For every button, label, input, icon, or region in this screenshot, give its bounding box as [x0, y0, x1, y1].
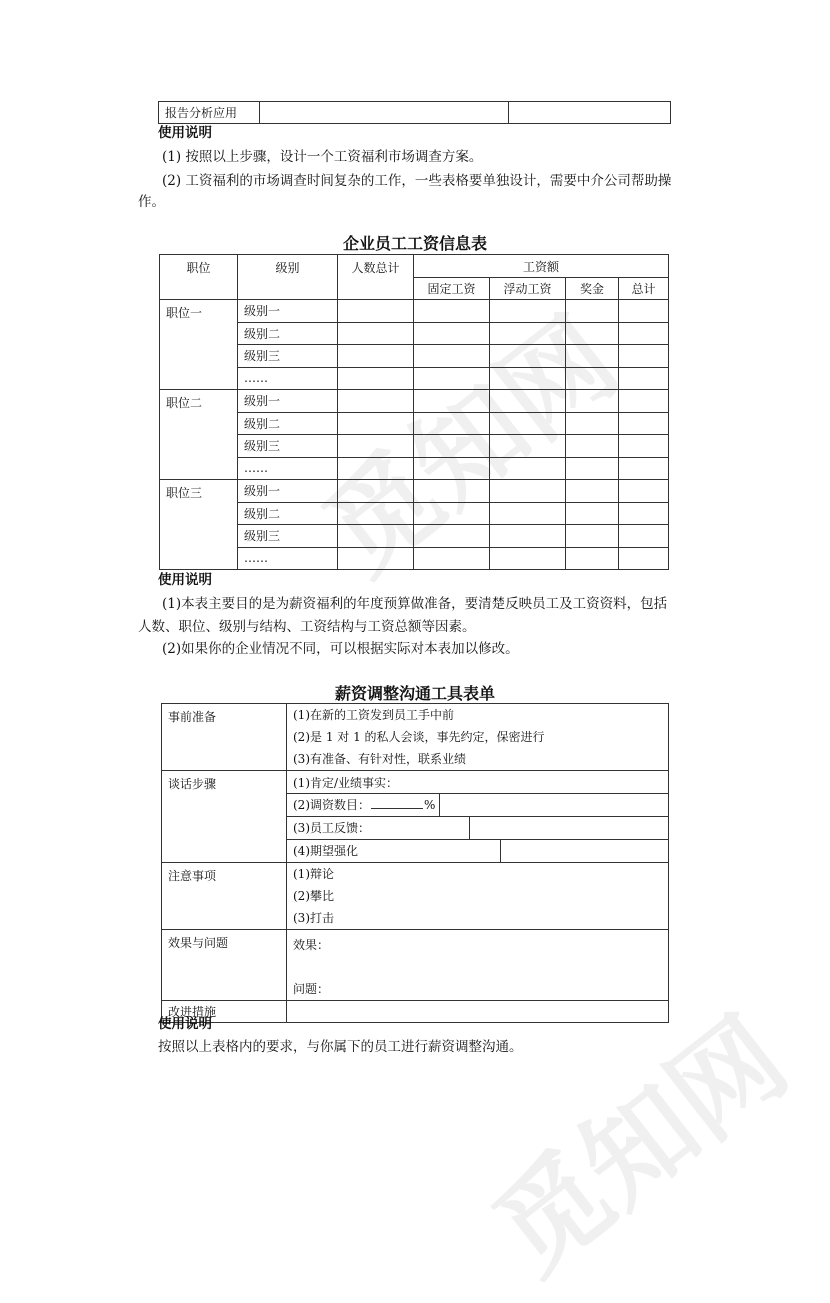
empty-cell — [414, 435, 490, 458]
empty-cell — [338, 345, 414, 368]
empty-cell — [338, 480, 414, 503]
empty-cell — [490, 300, 566, 323]
table-row — [160, 300, 669, 323]
empty-cell — [619, 525, 669, 548]
empty-cell — [566, 367, 619, 390]
empty-cell — [414, 457, 490, 480]
empty-cell — [490, 502, 566, 525]
step-item: (1)肯定/业绩事实： — [287, 771, 669, 794]
empty-cell — [566, 345, 619, 368]
empty-cell — [490, 457, 566, 480]
level-cell: …… — [238, 457, 338, 480]
percent-sign: % — [424, 798, 436, 812]
empty-cell — [619, 390, 669, 413]
empty-cell — [414, 390, 490, 413]
notes-label: 注意事项 — [162, 863, 287, 930]
empty-cell — [414, 367, 490, 390]
empty-cell — [490, 345, 566, 368]
level-cell: 级别二 — [238, 322, 338, 345]
step-item: (2)调资数目： — [293, 798, 370, 812]
empty-cell — [566, 502, 619, 525]
note-item: (3)打击 — [293, 911, 334, 925]
empty-cell — [566, 390, 619, 413]
level-cell: 级别三 — [238, 345, 338, 368]
empty-cell — [490, 367, 566, 390]
empty-cell — [338, 547, 414, 570]
comm-table-title: 薪资调整沟通工具表单 — [334, 684, 495, 703]
improve-label: 改进措施 — [162, 1001, 287, 1023]
usage-item: 人数、职位、级别与结构、工资结构与工资总额等因素。 — [138, 619, 476, 635]
empty-cell — [414, 547, 490, 570]
empty-cell — [338, 525, 414, 548]
usage-item: (1) 按照以上步骤，设计一个工资福利市场调查方案。 — [162, 149, 483, 165]
empty-cell — [338, 457, 414, 480]
empty-cell — [566, 457, 619, 480]
empty-cell — [490, 435, 566, 458]
level-cell: 级别一 — [238, 480, 338, 503]
subheader-float: 浮动工资 — [490, 278, 566, 300]
empty-cell — [490, 525, 566, 548]
empty-cell — [566, 412, 619, 435]
step-item: (3)员工反馈： — [287, 817, 470, 839]
usage-item: (1)本表主要目的是为薪资福利的年度预算做准备，要清楚反映员工及工资资料，包括 — [162, 596, 668, 612]
header-headcount: 人数总计 — [338, 255, 414, 300]
subheader-fixed: 固定工资 — [414, 278, 490, 300]
empty-cell — [338, 502, 414, 525]
effect-label: 效果与问题 — [162, 930, 287, 1001]
step-item: (4)期望强化 — [287, 840, 501, 862]
salary-table-title: 企业员工工资信息表 — [342, 234, 487, 253]
usage-heading: 使用说明 — [158, 125, 212, 141]
position-cell: 职位三 — [160, 480, 238, 570]
level-cell: 级别三 — [238, 525, 338, 548]
level-cell: …… — [238, 547, 338, 570]
usage-heading: 使用说明 — [158, 1016, 212, 1032]
header-level: 级别 — [238, 255, 338, 300]
empty-cell — [414, 345, 490, 368]
header-salary: 工资额 — [414, 255, 669, 278]
level-cell: …… — [238, 367, 338, 390]
watermark: 觅知网 — [301, 294, 640, 599]
empty-cell — [490, 390, 566, 413]
position-cell: 职位一 — [160, 300, 238, 390]
watermark: 觅知网 — [471, 994, 810, 1299]
header-position: 职位 — [160, 255, 238, 300]
effect-field-label: 效果： — [293, 938, 330, 952]
empty-cell — [619, 435, 669, 458]
level-cell: 级别二 — [238, 502, 338, 525]
empty-cell — [566, 300, 619, 323]
empty-cell — [414, 502, 490, 525]
usage-item: 按照以上表格内的要求，与你属下的员工进行薪资调整沟通。 — [158, 1039, 523, 1055]
empty-cell — [619, 367, 669, 390]
empty-cell — [619, 502, 669, 525]
empty-cell — [338, 367, 414, 390]
steps-label: 谈话步骤 — [162, 771, 287, 863]
prep-label: 事前准备 — [162, 704, 287, 771]
empty-cell — [490, 412, 566, 435]
blank-line — [371, 798, 423, 809]
usage-item: (2)如果你的企业情况不同，可以根据实际对本表加以修改。 — [162, 641, 519, 657]
salary-table — [159, 254, 669, 570]
empty-cell — [338, 435, 414, 458]
report-table — [158, 101, 671, 124]
table-row — [160, 480, 669, 503]
empty-cell — [414, 480, 490, 503]
position-cell: 职位二 — [160, 390, 238, 480]
note-item: (1)辩论 — [293, 867, 334, 881]
empty-cell — [490, 322, 566, 345]
empty-cell — [619, 322, 669, 345]
subheader-bonus: 奖金 — [566, 278, 619, 300]
level-cell: 级别一 — [238, 300, 338, 323]
empty-cell — [490, 547, 566, 570]
empty-cell — [338, 322, 414, 345]
empty-cell — [338, 300, 414, 323]
empty-cell — [619, 412, 669, 435]
empty-cell — [619, 547, 669, 570]
empty-cell — [490, 480, 566, 503]
prep-item: (3)有准备、有针对性，联系业绩 — [293, 752, 466, 766]
empty-cell — [414, 300, 490, 323]
empty-cell — [619, 345, 669, 368]
level-cell: 级别一 — [238, 390, 338, 413]
problem-field-label: 问题： — [293, 982, 330, 996]
note-item: (2)攀比 — [293, 889, 334, 903]
empty-cell — [338, 412, 414, 435]
usage-item: 作。 — [138, 194, 165, 210]
report-label: 报告分析应用 — [159, 102, 260, 124]
table-row — [160, 390, 669, 413]
level-cell: 级别二 — [238, 412, 338, 435]
prep-item: (2)是 1 对 1 的私人会谈，事先约定，保密进行 — [293, 730, 545, 744]
usage-heading: 使用说明 — [158, 572, 212, 588]
empty-cell — [566, 480, 619, 503]
empty-cell — [566, 322, 619, 345]
usage-item: (2) 工资福利的市场调查时间复杂的工作，一些表格要单独设计，需要中介公司帮助操 — [162, 173, 672, 189]
empty-cell — [566, 435, 619, 458]
comm-table — [161, 703, 669, 1023]
empty-cell — [338, 390, 414, 413]
empty-cell — [414, 322, 490, 345]
empty-cell — [619, 457, 669, 480]
prep-item: (1)在新的工资发到员工手中前 — [293, 708, 454, 722]
level-cell: 级别三 — [238, 435, 338, 458]
subheader-total: 总计 — [619, 278, 669, 300]
empty-cell — [619, 480, 669, 503]
empty-cell — [566, 547, 619, 570]
empty-cell — [566, 525, 619, 548]
empty-cell — [619, 300, 669, 323]
empty-cell — [414, 412, 490, 435]
empty-cell — [414, 525, 490, 548]
